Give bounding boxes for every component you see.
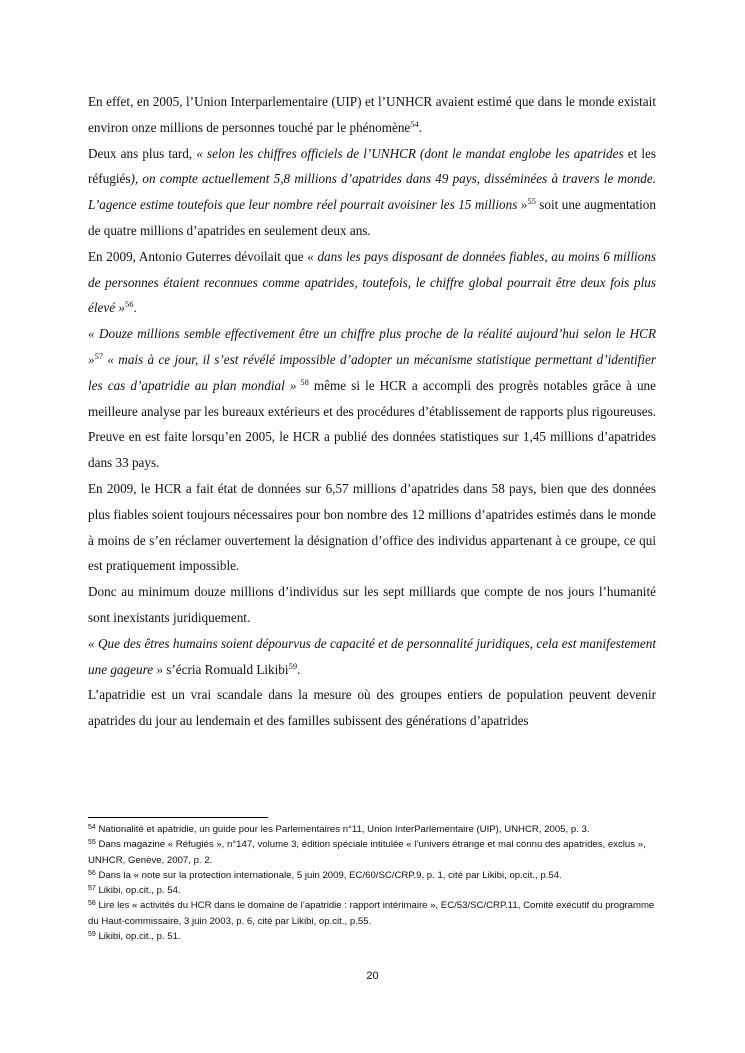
footnote	[88, 822, 660, 837]
footnote	[88, 883, 660, 898]
footnote-text: Nationalité et apatridie, un guide pour les Parlementaires n°11, Union InterParlementaire (UIP), UNHCR, 2005, p. 3.	[95, 824, 590, 835]
footnote-number: 54	[88, 824, 96, 831]
text-run: L’apatridie est un vrai scandale dans la mesure où des groupes entiers de population peuvent devenir apatrides du jour au lendemain et des familles subissent des générations d’apatrides	[88, 687, 656, 729]
footnote-text: Dans la « note sur la protection internationale, 5 juin 2009, EC/60/SC/CRP.9, p. 1, cité par Likibi, op.cit., p.54.	[95, 869, 562, 881]
footnote-text: Likibi, op.cit., p. 54.	[95, 885, 181, 897]
footnote-number: 57	[88, 885, 96, 893]
footnote	[88, 868, 660, 883]
quotation: « mais à ce jour, il s’est révélé impossible d’adopter un mécanisme statistique permettant d’identifier les cas d’apatridie au plan mondial »	[88, 351, 656, 393]
paragraph	[88, 244, 656, 321]
footnote-ref: 57	[94, 350, 104, 361]
text-run: En effet, en 2005, l’Union Interparlementaire (UIP) et l’UNHCR avaient estimé que dans le monde existait environ onze millions de personnes touché par le phénomène	[88, 94, 656, 135]
quotation: « dans les pays disposant de données fiables, au moins 6 millions de personnes étaient reconnues comme apatrides, toutefois, le chiffre global pourrait être deux fois plus élevé »	[88, 248, 656, 316]
footnote-number: 56	[88, 869, 96, 877]
footnote-separator	[88, 817, 268, 818]
text-run: En 2009, le HCR a fait état de données sur 6,57 millions d’apatrides dans 58 pays, bien que des données plus fiables soient toujours nécessaires pour bon nombre des 12 millions d’apatrides estimés dans le monde à moins de s’en réclamer ouvertement la désignation d’office des individus appartenant à ce groupe, ce qui est pratiquement impossible.	[88, 480, 656, 574]
footnote-ref: 59	[288, 660, 298, 671]
footnote	[88, 929, 660, 944]
footnote	[88, 898, 660, 929]
paragraph	[88, 682, 656, 734]
paragraph	[88, 141, 656, 244]
text-run: .	[133, 300, 137, 316]
paragraph	[88, 321, 656, 476]
footnote-ref: 55	[527, 196, 536, 207]
paragraph	[88, 89, 656, 141]
text-run: Donc au minimum douze millions d’individus sur les sept milliards que compte de nos jours l’humanité sont inexistants juridiquement.	[88, 584, 656, 625]
text-run: En 2009, Antonio Guterres dévoilait que	[88, 248, 308, 264]
footnotes	[88, 822, 660, 944]
quotation: « selon les chiffres officiels de l’UNHCR (dont le mandat englobe les apatrides	[196, 145, 624, 161]
footnote-ref: 54	[410, 118, 419, 129]
footnote-ref: 56	[124, 299, 134, 310]
quotation: « Que des êtres humains soient dépourvus de capacité et de personnalité juridiques, cela est manifestement une gageure »	[88, 635, 656, 677]
text-run: même si le HCR a accompli des progrès notables grâce à une meilleure analyse par les bureaux extérieurs et des procédures d’établissement de rapports plus rigoureuses. Preuve en est faite lorsqu’en 2005, le HCR a publié des données statistiques sur 1,45 millions d’apatrides dans 33 pays.	[88, 377, 657, 471]
footnote-text: Likibi, op.cit., p. 51.	[95, 931, 181, 943]
quotation: ), on compte actuellement 5,8 millions d’apatrides dans 49 pays, disséminées à travers le monde. L’agence estime toutefois que leur nombre réel pourrait avoisiner les 15 millions »	[88, 171, 656, 213]
paragraph	[88, 631, 656, 683]
footnote-number: 58	[88, 900, 96, 908]
text-run: .	[297, 661, 301, 677]
footnote-ref: 58	[296, 376, 309, 387]
text-run: Deux ans plus tard,	[88, 145, 197, 161]
footnote-text: Dans magazine « Réfugiés », n°147, volume 3, édition spéciale intitulée « l’univers étrange et mal connu des apatrides, exclus », UNHCR, Genève, 2007, p. 2.	[88, 839, 646, 866]
footnote-number: 55	[88, 839, 96, 847]
body-text	[88, 89, 656, 734]
footnote	[88, 837, 660, 868]
footnote-number: 59	[88, 931, 96, 939]
page-number: 20	[366, 970, 379, 982]
paragraph	[88, 579, 656, 631]
text-run: soit une augmentation de quatre millions d’apatrides en seulement deux ans.	[88, 197, 656, 238]
text-run: s’écria Romuald Likibi	[162, 661, 289, 677]
text-run: .	[418, 119, 423, 135]
footnote-text: Lire les « activités du HCR dans le domaine de l’apatridie : rapport intérimaire », EC/53/SC/CRP.11, Comité exécutif du programme du Haut-commissaire, 3 juin 2003, p. 6, cité par Likibi, op.cit., p.55.	[88, 900, 655, 927]
paragraph	[88, 476, 656, 579]
quotation: « Douze millions semble effectivement être un chiffre plus proche de la réalité aujourd’hui selon le HCR »	[88, 326, 656, 367]
text-run: et les réfugiés	[88, 145, 656, 187]
